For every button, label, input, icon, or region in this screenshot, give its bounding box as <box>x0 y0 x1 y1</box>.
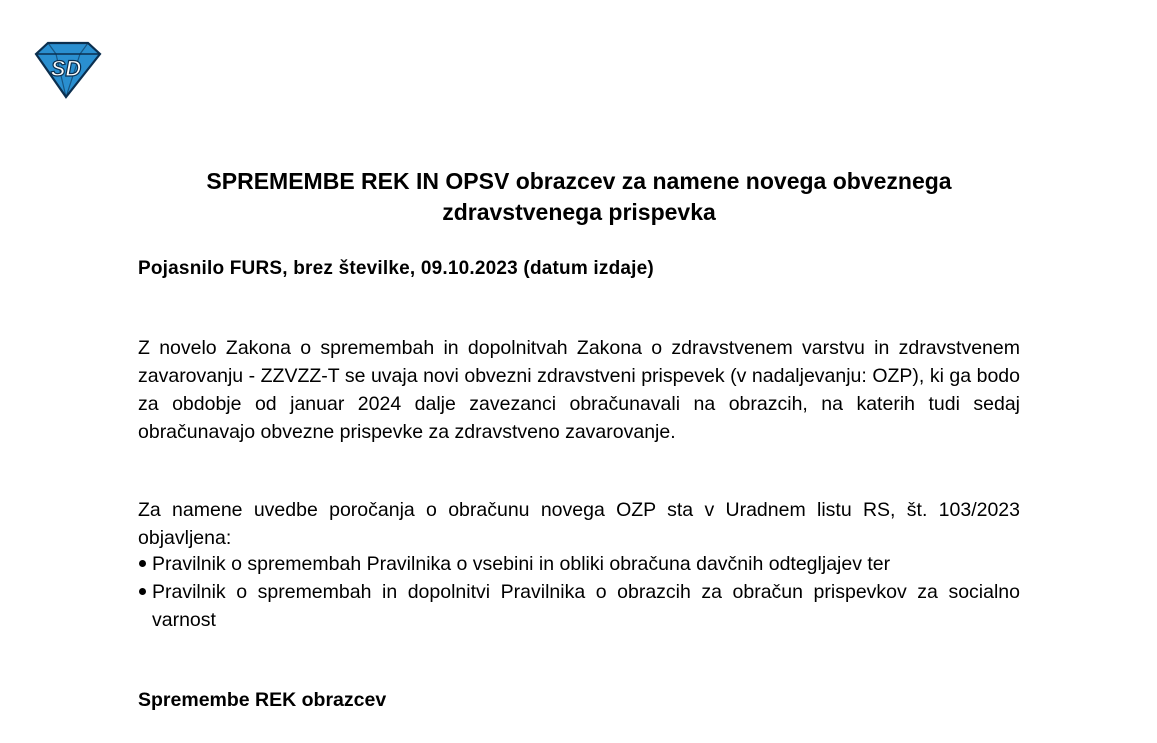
list-item-text: Pravilnik o spremembah in dopolnitvi Pravilnika o obrazcih za obračun prispevkov za socialno varnost <box>152 581 1020 631</box>
document-subtitle: Pojasnilo FURS, brez številke, 09.10.2023 (datum izdaje) <box>138 258 654 279</box>
company-logo <box>30 40 106 100</box>
document-title: SPREMEMBE REK IN OPSV obrazcev za namene novega obveznega zdravstvenega prispevka <box>206 168 952 225</box>
intro-paragraph: Z novelo Zakona o spremembah in dopolnitvah Zakona o zdravstvenem varstvu in zdravstvenem zavarovanju - ZZVZZ-T se uvaja novi obvezni zdravstveni prispevek (v nadaljevanju: OZP), ki ga bodo za obdobje od januar 2024 dalje zavezanci obračunavali na obrazcih, na katerih tudi sedaj obračunavajo obvezne prispevke za zdravstveno zavarovanje. <box>138 337 1020 443</box>
regulation-list <box>138 550 1020 634</box>
bullet-icon <box>139 560 146 567</box>
list-item-text: Pravilnik o spremembah Pravilnika o vsebini in obliki obračuna davčnih odtegljajev ter <box>152 553 891 575</box>
diamond-shield-logo-icon <box>30 40 106 100</box>
list-item <box>138 578 1020 634</box>
svg-text:SD: SD <box>50 56 82 81</box>
publication-paragraph: Za namene uvedbe poročanja o obračunu novega OZP sta v Uradnem listu RS, št. 103/2023 objavljena: <box>138 499 1020 549</box>
section-heading: Spremembe REK obrazcev <box>138 689 387 711</box>
list-item <box>138 550 1020 578</box>
bullet-icon <box>139 588 146 595</box>
